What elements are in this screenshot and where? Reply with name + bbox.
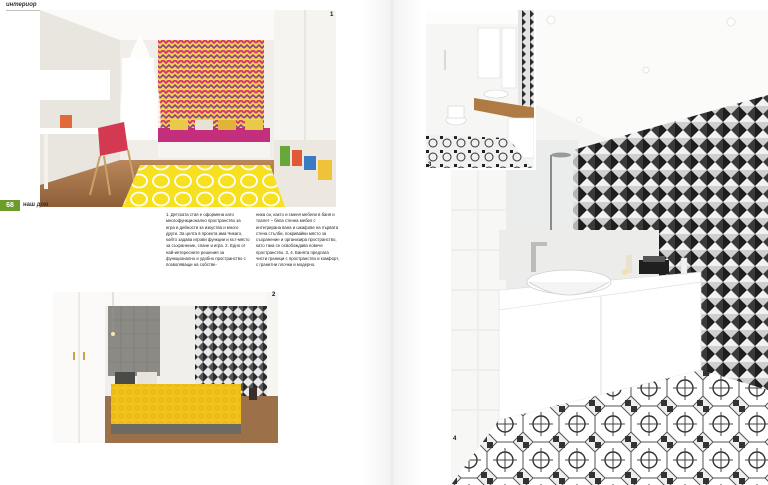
- page-number: 68: [0, 200, 20, 211]
- bathroom-small-illustration: [426, 10, 536, 170]
- photo-bathroom-small: [426, 10, 536, 170]
- photo-1-label: 1: [330, 12, 334, 18]
- photo-bedroom: [53, 292, 278, 443]
- photo-3-label: 3: [428, 162, 432, 168]
- section-tag: интериор: [6, 2, 37, 8]
- caption-text-1: 1. Детската стая е оформена като многофункционално пространство за игра и дейности за изкуства и много други. За целта в проекта има Чикаго, който задава игрови функции и кът-място за съхранение, спане и игра. 2. Едно от най-интересните решения за функционално и удобно пространство с позволяващи на собстве-: [166, 212, 250, 268]
- caption-text-2: ника си, както и сменя мебели в баня и тоалет – бяла стенна мебел с интегрирана вана и шкафове на първата стена стълби, покривайки място за съхранение и организира пространство, като така се освобождава повече пространство. 3, 4. Банята предлага чисти граници с пространство и комфорт, с гранитни плочки и модерно.: [256, 212, 339, 268]
- caption-column-1: [166, 212, 250, 269]
- photo-2-label: 2: [272, 292, 276, 298]
- bedroom-illustration: [53, 292, 278, 443]
- photo-4-label: 4: [453, 436, 457, 442]
- caption-column-2: [256, 212, 340, 269]
- photo-kids-room: [40, 10, 336, 207]
- page-gutter: [362, 0, 422, 485]
- kids-room-illustration: [40, 10, 336, 207]
- magazine-name: наш дом: [23, 202, 49, 208]
